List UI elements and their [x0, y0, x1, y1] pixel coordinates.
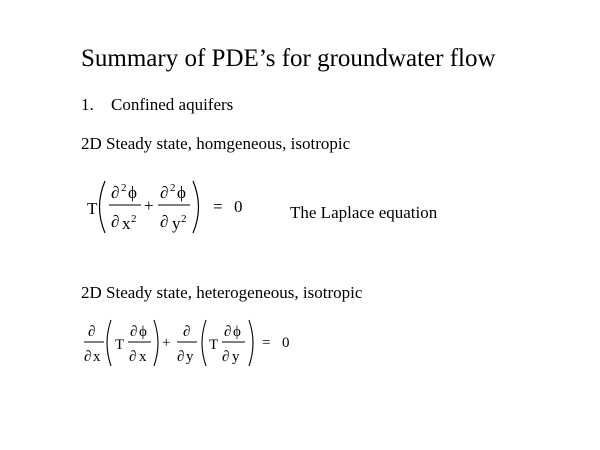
- eq2-coef-2: T: [209, 337, 219, 353]
- eq2-plus: +: [162, 335, 171, 351]
- eq2-rhs: 0: [282, 335, 290, 351]
- eq1-partial-num-1: ∂: [111, 183, 120, 202]
- eq1-phi-2: ϕ: [177, 183, 186, 202]
- eq2-phi-1: ϕ: [139, 324, 147, 340]
- eq1-phi-1: ϕ: [128, 183, 137, 202]
- eq2-partial-outer-num-1: ∂: [88, 324, 96, 340]
- eq2-left-paren-2: [202, 320, 206, 366]
- eq1-power-num-1: 2: [121, 182, 127, 194]
- eq2-right-paren-2: [249, 320, 253, 366]
- list-item-text: Confined aquifers: [111, 95, 234, 114]
- list-item-number: 1.: [81, 95, 94, 114]
- eq2-left-paren-1: [107, 320, 111, 366]
- eq2-coef-1: T: [115, 337, 125, 353]
- eq1-var-y: y: [172, 214, 181, 233]
- section-heading-heterogeneous: 2D Steady state, heterogeneous, isotropic: [81, 283, 363, 302]
- laplace-equation-label: The Laplace equation: [290, 203, 438, 222]
- eq2-phi-2: ϕ: [233, 324, 241, 340]
- eq1-plus: +: [144, 196, 154, 215]
- eq1-rhs: 0: [234, 197, 243, 216]
- eq1-right-paren: [193, 181, 199, 233]
- eq2-partial-outer-num-2: ∂: [183, 324, 191, 340]
- eq1-power-den-1: 2: [131, 213, 137, 225]
- eq1-partial-num-2: ∂: [160, 183, 169, 202]
- eq1-equals: =: [213, 197, 223, 216]
- eq2-outer-var-x: x: [93, 349, 101, 365]
- eq2-partial-inner-num-2: ∂: [224, 324, 232, 340]
- eq2-partial-inner-num-1: ∂: [130, 324, 138, 340]
- eq2-partial-inner-den-1: ∂: [129, 349, 137, 365]
- eq1-power-den-2: 2: [181, 213, 187, 225]
- eq2-inner-var-x: x: [139, 349, 147, 365]
- eq2-partial-outer-den-1: ∂: [84, 349, 92, 365]
- eq1-left-paren: [100, 181, 106, 233]
- section-heading-homogeneous: 2D Steady state, homgeneous, isotropic: [81, 134, 351, 153]
- slide-title: Summary of PDE’s for groundwater flow: [81, 45, 496, 72]
- eq2-outer-var-y: y: [186, 349, 194, 365]
- eq2-partial-inner-den-2: ∂: [222, 349, 230, 365]
- eq1-var-x: x: [122, 214, 131, 233]
- eq2-inner-var-y: y: [232, 349, 240, 365]
- eq2-right-paren-1: [154, 320, 158, 366]
- eq2-equals: =: [262, 335, 271, 351]
- eq2-partial-outer-den-2: ∂: [177, 349, 185, 365]
- eq1-coefficient: T: [87, 199, 98, 218]
- eq1-power-num-2: 2: [170, 182, 176, 194]
- heterogeneous-equation: [84, 320, 290, 366]
- eq1-partial-den-1: ∂: [111, 212, 120, 231]
- eq1-partial-den-2: ∂: [160, 212, 169, 231]
